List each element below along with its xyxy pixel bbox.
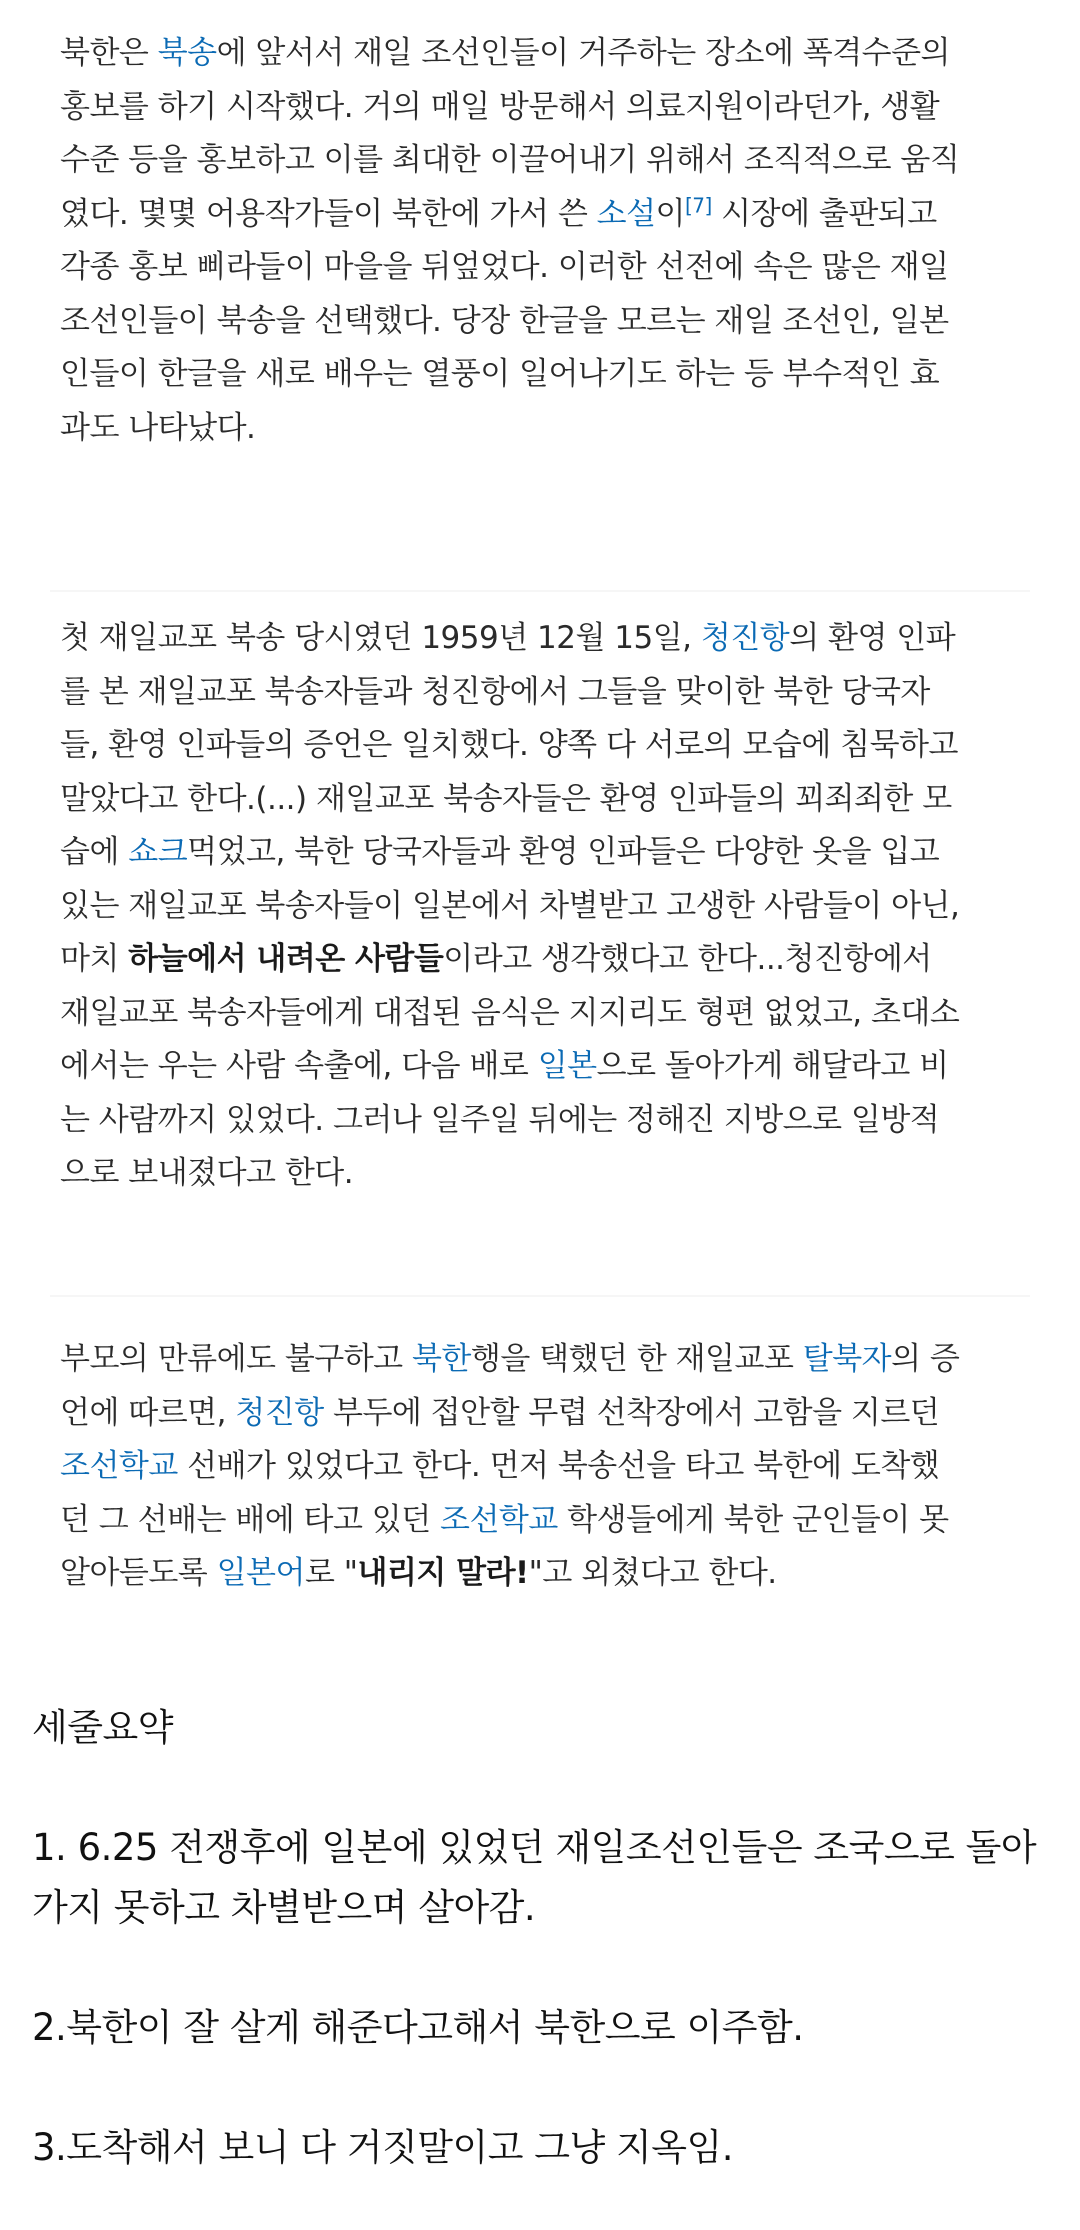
text-line: 조선학교 선배가 있었다고 한다. 먼저 북송선을 타고 북한에 도착했 — [60, 1448, 940, 1484]
link-japanese-language[interactable]: 일본어 — [216, 1555, 305, 1591]
quote-block-3 — [60, 1333, 1020, 1601]
text-line: 재일교포 북송자들에게 대접된 음식은 지지리도 형편 없었고, 초대소 — [60, 994, 960, 1031]
link-shock[interactable]: 쇼크 — [128, 834, 188, 870]
summary-title: 세줄요약 — [32, 1706, 173, 1749]
link-north-korea[interactable]: 북한 — [411, 1341, 471, 1377]
text-line: 수준 등을 홍보하고 이를 최대한 이끌어내기 위해서 조직적으로 움직 — [60, 142, 960, 178]
link-cheongjin-port[interactable]: 청진항 — [700, 620, 790, 656]
summary-item-1 — [32, 1818, 1052, 1938]
text-line: 가지 못하고 차별받으며 살아감. — [32, 1886, 536, 1929]
bold-phrase: 내리지 말라! — [357, 1555, 529, 1591]
text-line: 던 그 선배는 배에 타고 있던 조선학교 학생들에게 북한 군인들이 못 — [60, 1501, 949, 1538]
text-line: 1. 6.25 전쟁후에 일본에 있었던 재일조선인들은 조국으로 돌아 — [32, 1826, 1037, 1869]
text-line: 첫 재일교포 북송 당시였던 1959년 12월 15일, 청진항의 환영 인파 — [60, 620, 956, 656]
text-line: 들, 환영 인파들의 증언은 일치했다. 양쪽 다 서로의 모습에 침묵하고 — [60, 727, 958, 763]
quote-block-2 — [60, 612, 1020, 1201]
text-line: 인들이 한글을 새로 배우는 열풍이 일어나기도 하는 등 부수적인 효 — [60, 356, 940, 392]
quote-block-1 — [60, 27, 1020, 455]
text-line: 습에 쇼크먹었고, 북한 당국자들과 환영 인파들은 다양한 옷을 입고 — [60, 834, 940, 870]
link-defector[interactable]: 탈북자 — [802, 1341, 892, 1377]
text-line: 에서는 우는 사람 속출에, 다음 배로 일본으로 돌아가게 해달라고 비 — [60, 1048, 949, 1084]
text-line: 를 본 재일교포 북송자들과 청진항에서 그들을 맞이한 북한 당국자 — [60, 673, 930, 710]
link-cheongjin-port[interactable]: 청진항 — [235, 1394, 324, 1431]
text-line: 북한은 북송에 앞서서 재일 조선인들이 거주하는 장소에 폭격수준의 — [60, 35, 950, 71]
section-divider — [50, 1295, 1030, 1297]
link-japan[interactable]: 일본 — [537, 1048, 597, 1084]
summary-item-2: 2.북한이 잘 살게 해준다고해서 북한으로 이주함. — [32, 2006, 804, 2049]
summary-item-3: 3.도착해서 보니 다 거짓말이고 그냥 지옥임. — [32, 2126, 733, 2169]
text-line: 각종 홍보 삐라들이 마을을 뒤엎었다. 이러한 선전에 속은 많은 재일 — [60, 249, 949, 285]
text-line: 언에 따르면, 청진항 부두에 접안할 무렵 선착장에서 고함을 지르던 — [60, 1394, 940, 1431]
text-line: 과도 나타났다. — [60, 409, 256, 446]
section-divider — [50, 590, 1030, 592]
bold-phrase: 하늘에서 내려온 사람들 — [128, 941, 444, 977]
text-line: 말았다고 한다.(...) 재일교포 북송자들은 환영 인파들의 꾀죄죄한 모 — [60, 780, 952, 817]
text-line: 으로 보내졌다고 한다. — [60, 1155, 354, 1191]
text-line: 조선인들이 북송을 선택했다. 당장 한글을 모르는 재일 조선인, 일본 — [60, 302, 949, 339]
text-line: 였다. 몇몇 어용작가들이 북한에 가서 쓴 소설이[7] 시장에 출판되고 — [60, 193, 937, 232]
text-line: 있는 재일교포 북송자들이 일본에서 차별받고 고생한 사람들이 아닌, — [60, 887, 960, 924]
text-line: 부모의 만류에도 불구하고 북한행을 택했던 한 재일교포 탈북자의 증 — [60, 1341, 960, 1377]
text-line: 마치 하늘에서 내려온 사람들이라고 생각했다고 한다...청진항에서 — [60, 941, 932, 977]
text-line: 홍보를 하기 시작했다. 거의 매일 방문해서 의료지원이라던가, 생활 — [60, 88, 940, 125]
link-novel[interactable]: 소설 — [596, 195, 656, 232]
link-buksong[interactable]: 북송 — [157, 35, 217, 71]
text-line: 는 사람까지 있었다. 그러나 일주일 뒤에는 정해진 지방으로 일방적 — [60, 1101, 940, 1138]
link-joseon-school[interactable]: 조선학교 — [440, 1501, 558, 1538]
text-line: 알아듣도록 일본어로 "내리지 말라!"고 외쳤다고 한다. — [60, 1555, 777, 1591]
footnote-link[interactable]: [7] — [684, 193, 712, 218]
link-joseon-school[interactable]: 조선학교 — [60, 1448, 178, 1484]
